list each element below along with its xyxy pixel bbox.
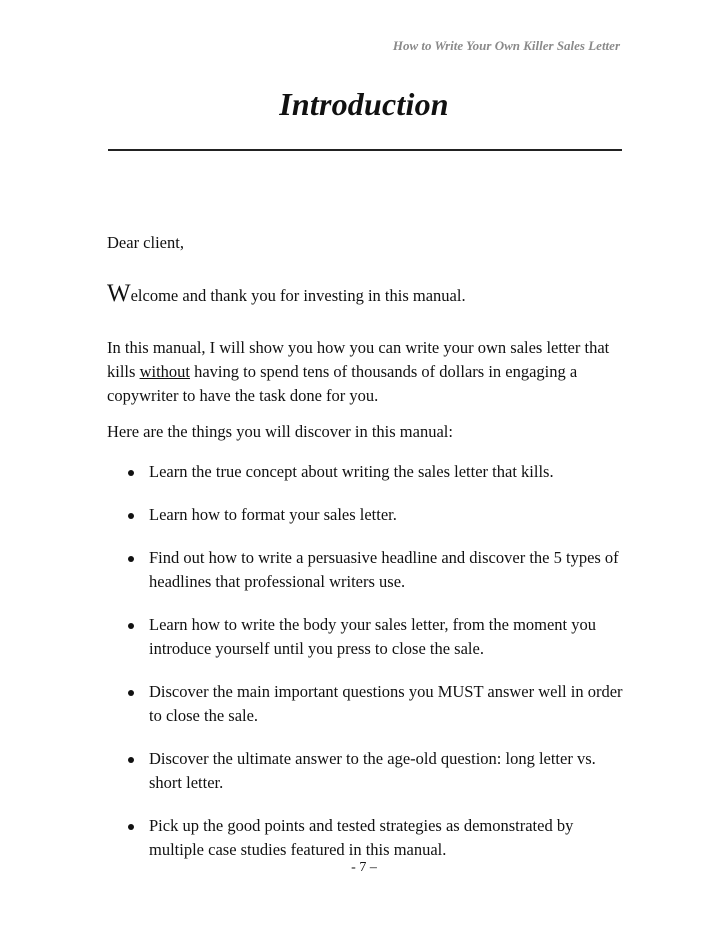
bullet-icon bbox=[128, 623, 134, 629]
list-intro: Here are the things you will discover in this manual: bbox=[107, 422, 453, 441]
list-item-text: Pick up the good points and tested strategies as demonstrated by multiple case studies featured in this manual. bbox=[149, 816, 574, 859]
welcome-text: elcome and thank you for investing in this manual. bbox=[130, 286, 466, 305]
list-item-text: Learn the true concept about writing the sales letter that kills. bbox=[149, 462, 554, 481]
page-number: - 7 – bbox=[351, 860, 377, 875]
bullet-icon bbox=[128, 824, 134, 830]
benefits-list bbox=[107, 460, 627, 881]
list-item-text: Find out how to write a persuasive headline and discover the 5 types of headlines that professional writers use. bbox=[149, 548, 619, 591]
list-item bbox=[107, 503, 627, 527]
list-item bbox=[107, 747, 627, 795]
bullet-icon bbox=[128, 556, 134, 562]
list-item bbox=[107, 680, 627, 728]
welcome-paragraph bbox=[107, 280, 627, 308]
list-item-text: Learn how to format your sales letter. bbox=[149, 505, 397, 524]
salutation: Dear client, bbox=[107, 233, 184, 252]
chapter-title: Introduction bbox=[279, 86, 449, 122]
intro-text-part1: In this manual, I will show you how you can write your own sales letter that kills bbox=[107, 338, 610, 381]
running-header: How to Write Your Own Killer Sales Letter bbox=[392, 38, 620, 53]
list-item-text: Learn how to write the body your sales letter, from the moment you introduce yourself until you press to close the sale. bbox=[149, 615, 597, 658]
list-item-text: Discover the ultimate answer to the age-old question: long letter vs. short letter. bbox=[149, 749, 596, 792]
drop-cap: W bbox=[107, 280, 131, 307]
intro-text-part2: having to spend tens of thousands of dollars in engaging a copywriter to have the task done for you. bbox=[107, 362, 578, 405]
bullet-icon bbox=[128, 757, 134, 763]
list-item-text: Discover the main important questions you MUST answer well in order to close the sale. bbox=[149, 682, 623, 725]
list-item bbox=[107, 460, 627, 484]
bullet-icon bbox=[128, 690, 134, 696]
intro-emphasis: without bbox=[139, 362, 190, 381]
title-divider bbox=[108, 149, 622, 151]
list-item bbox=[107, 613, 627, 661]
list-item bbox=[107, 814, 627, 862]
list-item bbox=[107, 546, 627, 594]
intro-paragraph bbox=[107, 336, 627, 408]
bullet-icon bbox=[128, 513, 134, 519]
bullet-icon bbox=[128, 470, 134, 476]
